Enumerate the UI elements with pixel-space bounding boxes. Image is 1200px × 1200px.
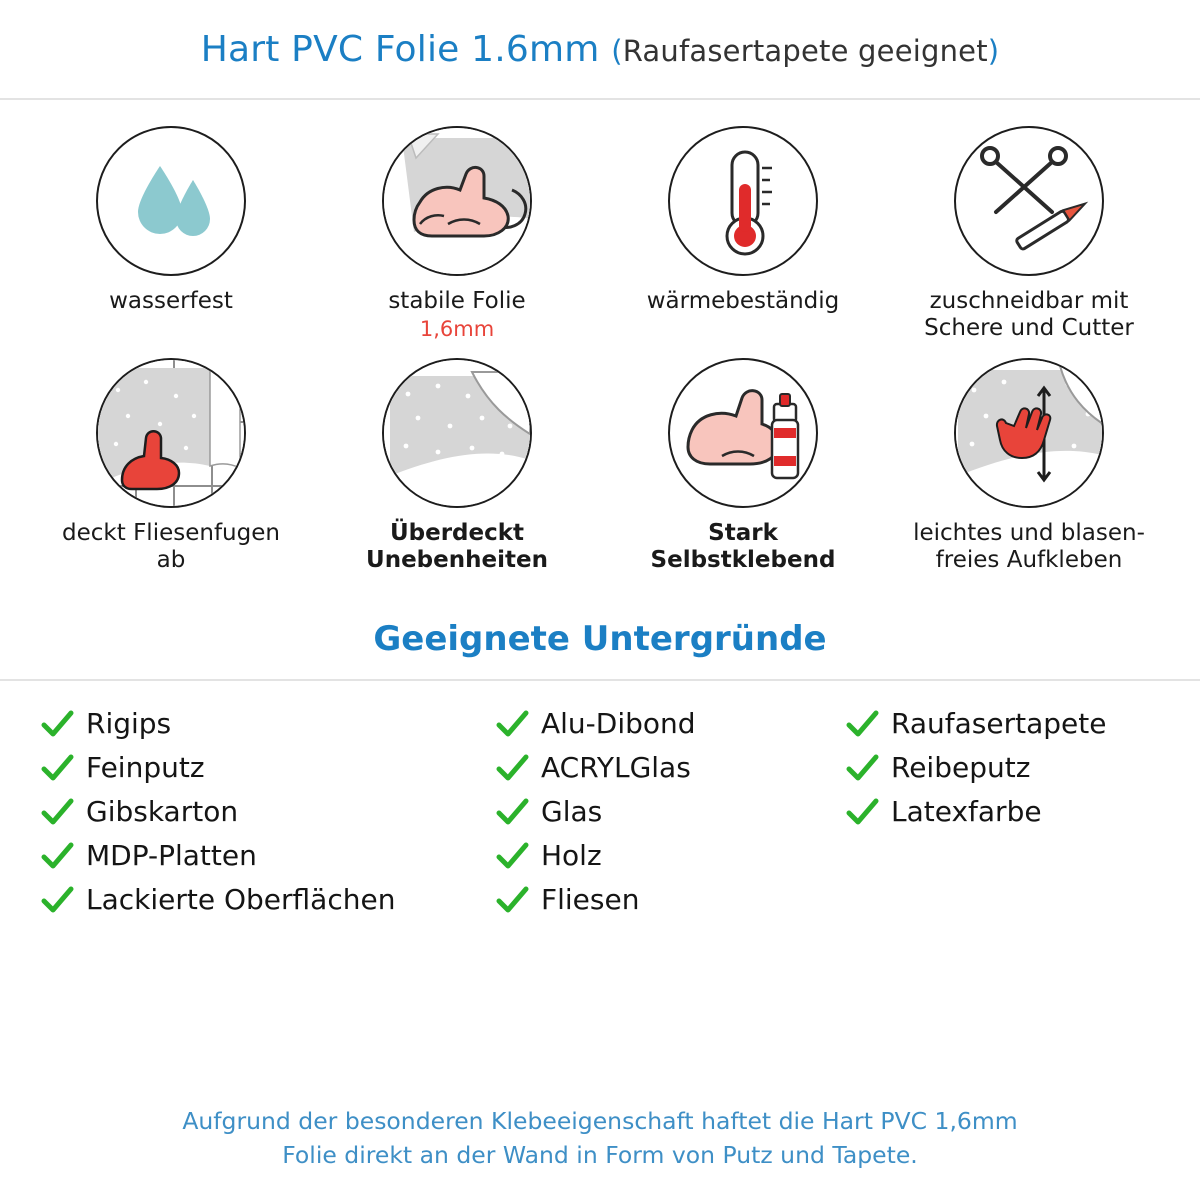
- list-item: [845, 747, 1160, 789]
- footnote-line-2: Folie direkt an der Wand in Form von Putz und Tapete.: [282, 1140, 918, 1169]
- scissors-cutter-icon: [954, 126, 1104, 276]
- substrate-column-1: [40, 703, 495, 921]
- arm-glue-icon: [668, 358, 818, 508]
- page-title-sub: Raufasertapete geeignet: [622, 33, 988, 68]
- list-item-label: Latexfarbe: [891, 795, 1042, 828]
- feature-grid: [0, 100, 1200, 575]
- page-title: [201, 29, 1000, 70]
- feature-item: [886, 126, 1172, 342]
- check-icon: [40, 883, 74, 917]
- list-item: [495, 835, 845, 877]
- check-icon: [40, 795, 74, 829]
- section-title: Geeignete Untergründe: [373, 618, 827, 659]
- list-item-label: MDP-Platten: [86, 839, 257, 872]
- section-header: [0, 619, 1200, 659]
- feature-sublabel: 1,6mm: [419, 317, 495, 342]
- feature-item: [314, 358, 600, 574]
- list-item: [845, 791, 1160, 833]
- feature-item: [600, 358, 886, 574]
- list-item-label: Glas: [541, 795, 603, 828]
- list-item: [40, 747, 495, 789]
- feature-label: deckt Fliesenfugen ab: [62, 520, 280, 574]
- feature-label: stabile Folie: [388, 288, 526, 314]
- list-item-label: Raufasertapete: [891, 707, 1107, 740]
- check-icon: [40, 839, 74, 873]
- feature-item: [600, 126, 886, 342]
- list-item: [495, 703, 845, 745]
- thumbs-up-tiles-icon: [96, 358, 246, 508]
- check-icon: [495, 707, 529, 741]
- list-item: [845, 703, 1160, 745]
- feature-label: Stark Selbstklebend: [650, 520, 836, 574]
- feature-item: [886, 358, 1172, 574]
- thermometer-icon: [668, 126, 818, 276]
- list-item-label: Lackierte Oberflächen: [86, 883, 396, 916]
- list-item-label: Holz: [541, 839, 602, 872]
- foil-peel-icon: [382, 358, 532, 508]
- footnote-line-1: Aufgrund der besonderen Klebeeigenschaft haftet die Hart PVC 1,6mm: [182, 1106, 1018, 1135]
- list-item-label: Gibskarton: [86, 795, 239, 828]
- footnote: [0, 1104, 1200, 1172]
- list-item-label: Feinputz: [86, 751, 205, 784]
- feature-label: Überdeckt Unebenheiten: [366, 520, 548, 574]
- list-item: [40, 791, 495, 833]
- list-item: [495, 747, 845, 789]
- feature-item: [28, 126, 314, 342]
- water-drops-icon: [96, 126, 246, 276]
- strong-arm-foil-icon: [382, 126, 532, 276]
- substrate-column-3: [845, 703, 1160, 921]
- check-icon: [40, 707, 74, 741]
- list-item: [40, 835, 495, 877]
- feature-label: zuschneidbar mit Schere und Cutter: [924, 288, 1134, 342]
- check-icon: [845, 795, 879, 829]
- check-icon: [845, 751, 879, 785]
- feature-label: leichtes und blasen-freies Aufkleben: [913, 520, 1145, 574]
- check-icon: [495, 839, 529, 873]
- feature-item: [314, 126, 600, 342]
- check-icon: [495, 883, 529, 917]
- title-paren-open: (: [611, 33, 623, 68]
- list-item-label: Alu-Dibond: [541, 707, 696, 740]
- feature-label: wärmebeständig: [646, 288, 840, 314]
- page-header: [0, 0, 1200, 100]
- feature-item: [28, 358, 314, 574]
- title-paren-close: ): [987, 33, 1000, 68]
- hand-smooth-icon: [954, 358, 1104, 508]
- check-icon: [495, 751, 529, 785]
- list-item: [495, 791, 845, 833]
- list-item-label: Reibeputz: [891, 751, 1031, 784]
- substrate-column-2: [495, 703, 845, 921]
- check-icon: [845, 707, 879, 741]
- list-item: [495, 879, 845, 921]
- feature-label: wasserfest: [109, 288, 233, 314]
- substrate-list: [0, 681, 1200, 921]
- list-item-label: Rigips: [86, 707, 172, 740]
- check-icon: [40, 751, 74, 785]
- check-icon: [495, 795, 529, 829]
- list-item-label: ACRYLGlas: [541, 751, 691, 784]
- list-item: [40, 879, 495, 921]
- list-item-label: Fliesen: [541, 883, 640, 916]
- page-title-main: Hart PVC Folie 1.6mm: [200, 28, 600, 70]
- list-item: [40, 703, 495, 745]
